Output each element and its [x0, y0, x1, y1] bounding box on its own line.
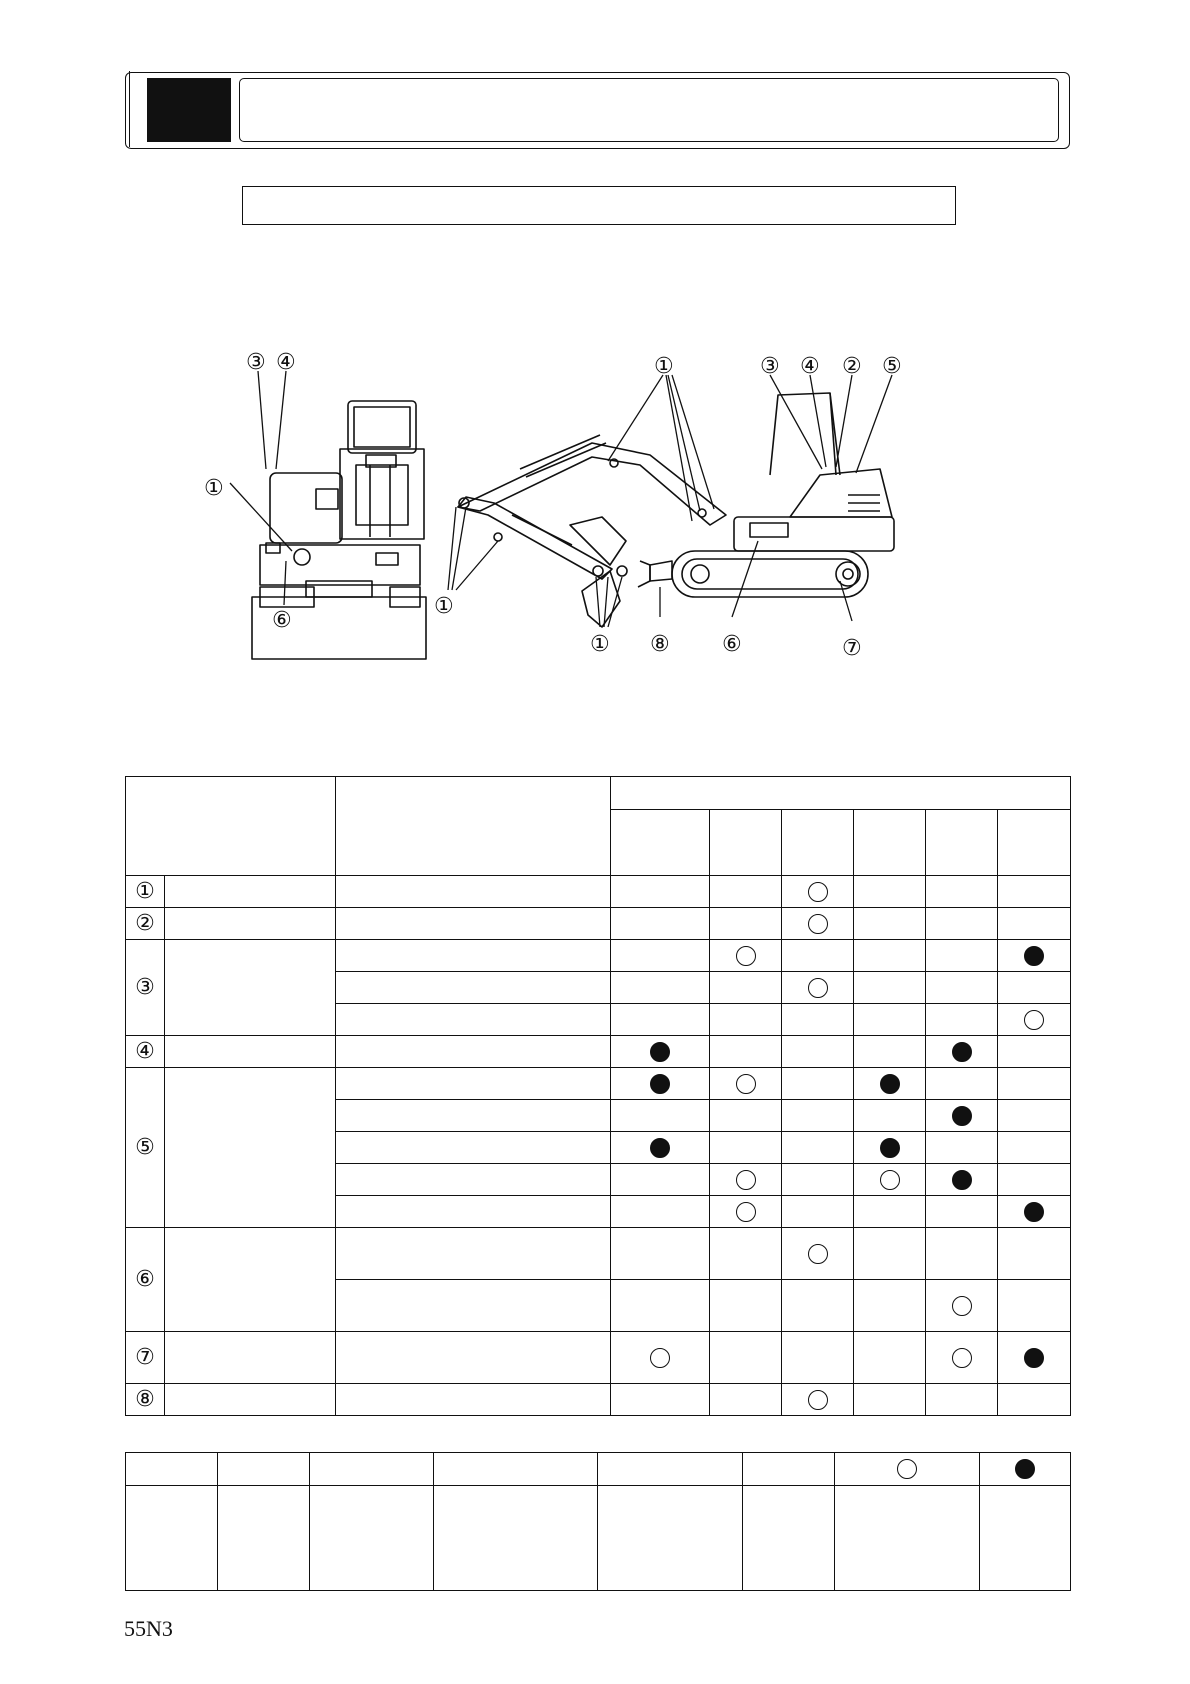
interval-cell: [998, 1004, 1071, 1036]
callout-2-side: ②: [842, 354, 862, 379]
open-circle-icon: [736, 1170, 756, 1190]
part-name-cell: [165, 940, 336, 1036]
interval-cell: [611, 972, 710, 1004]
legend-b5: [598, 1486, 743, 1591]
interval-cell: [998, 1280, 1071, 1332]
interval-cell: [611, 1196, 710, 1228]
interval-cell: [611, 1100, 710, 1132]
interval-cell: [998, 1068, 1071, 1100]
item-cell: [336, 1332, 611, 1384]
open-circle-icon: [736, 1202, 756, 1222]
interval-cell: [998, 1384, 1071, 1416]
interval-cell: [782, 1036, 854, 1068]
legend-h2: [218, 1453, 310, 1486]
interval-cell: [998, 1132, 1071, 1164]
filled-circle-icon: [650, 1138, 670, 1158]
interval-cell: [710, 1004, 782, 1036]
interval-cell: [782, 1132, 854, 1164]
inspection-table: [125, 776, 1071, 1416]
interval-cell: [611, 1384, 710, 1416]
interval-cell: [782, 1068, 854, 1100]
interval-cell: [611, 1228, 710, 1280]
header-edge: [129, 71, 144, 147]
item-cell: [336, 876, 611, 908]
subtitle-box: [242, 186, 956, 225]
open-circle-icon: [736, 1074, 756, 1094]
interval-cell: [782, 1196, 854, 1228]
interval-cell: [926, 876, 998, 908]
item-cell: [336, 1036, 611, 1068]
interval-cell: [926, 1164, 998, 1196]
interval-cell: [854, 1196, 926, 1228]
interval-cell: [926, 1132, 998, 1164]
interval-cell: [710, 1068, 782, 1100]
callout-1-bottom: ①: [590, 632, 610, 657]
interval-cell: [926, 972, 998, 1004]
callout-5-side: ⑤: [882, 354, 902, 379]
interval-cell: [926, 1228, 998, 1280]
interval-cell: [854, 876, 926, 908]
legend-h3: [310, 1453, 434, 1486]
row-number-cell: ②: [126, 908, 165, 940]
legend-b4: [434, 1486, 598, 1591]
interval-cell: [611, 876, 710, 908]
item-cell: [336, 1132, 611, 1164]
table-row: [126, 876, 1071, 908]
filled-circle-icon: [952, 1106, 972, 1126]
open-circle-icon: [650, 1348, 670, 1368]
filled-circle-icon: [1015, 1459, 1035, 1479]
part-name-cell: [165, 1228, 336, 1332]
legend-h4: [434, 1453, 598, 1486]
table-row: [126, 1384, 1071, 1416]
interval-cell: [710, 1280, 782, 1332]
interval-cell: [854, 1036, 926, 1068]
interval-cell: [710, 1132, 782, 1164]
row-number-cell: ⑥: [126, 1228, 165, 1332]
header-interval-6: [998, 810, 1071, 876]
item-cell: [336, 1004, 611, 1036]
open-circle-icon: [1024, 1010, 1044, 1030]
interval-cell: [782, 876, 854, 908]
interval-cell: [611, 1036, 710, 1068]
interval-cell: [998, 876, 1071, 908]
table-row: [126, 1068, 1071, 1100]
interval-cell: [782, 1332, 854, 1384]
legend-b8: [980, 1486, 1071, 1591]
legend-h1: [126, 1453, 218, 1486]
table-row: [126, 1228, 1071, 1280]
open-circle-icon: [952, 1296, 972, 1316]
interval-cell: [998, 972, 1071, 1004]
legend-b2: [218, 1486, 310, 1591]
open-circle-icon: [808, 978, 828, 998]
open-circle-icon: [880, 1170, 900, 1190]
callout-6-side: ⑥: [722, 632, 742, 657]
open-circle-icon: [808, 1244, 828, 1264]
interval-cell: [926, 1068, 998, 1100]
table-row: [126, 940, 1071, 972]
interval-cell: [710, 876, 782, 908]
interval-cell: [854, 1004, 926, 1036]
interval-cell: [782, 1100, 854, 1132]
legend-h6: [743, 1453, 835, 1486]
interval-cell: [611, 1332, 710, 1384]
filled-circle-icon: [880, 1138, 900, 1158]
interval-cell: [782, 1004, 854, 1036]
legend-filled-symbol-cell: [980, 1453, 1071, 1486]
interval-cell: [854, 972, 926, 1004]
table-row: [126, 1332, 1071, 1384]
legend-header-row: [126, 1453, 1071, 1486]
header-item-cell: [336, 777, 611, 876]
legend-body-row: [126, 1486, 1071, 1591]
interval-cell: [998, 908, 1071, 940]
row-number-cell: ③: [126, 940, 165, 1036]
legend-b7: [835, 1486, 980, 1591]
interval-cell: [998, 1332, 1071, 1384]
interval-cell: [611, 1004, 710, 1036]
interval-cell: [854, 1132, 926, 1164]
header-interval-group: [611, 777, 1071, 810]
excavator-diagram: [204, 350, 990, 710]
interval-cell: [998, 1196, 1071, 1228]
open-circle-icon: [808, 914, 828, 934]
interval-cell: [998, 1100, 1071, 1132]
interval-cell: [782, 1228, 854, 1280]
interval-cell: [710, 908, 782, 940]
section-title-box: [239, 78, 1059, 142]
part-name-cell: [165, 1384, 336, 1416]
filled-circle-icon: [952, 1042, 972, 1062]
filled-circle-icon: [1024, 1202, 1044, 1222]
table-row: [126, 908, 1071, 940]
open-circle-icon: [808, 882, 828, 902]
section-header: [125, 72, 1070, 149]
row-number-cell: ⑤: [126, 1068, 165, 1228]
interval-cell: [782, 1384, 854, 1416]
interval-cell: [782, 972, 854, 1004]
legend-open-symbol-cell: [835, 1453, 980, 1486]
callout-3-side: ③: [760, 354, 780, 379]
interval-cell: [926, 1036, 998, 1068]
open-circle-icon: [808, 1390, 828, 1410]
interval-cell: [611, 1164, 710, 1196]
item-cell: [336, 1196, 611, 1228]
interval-cell: [926, 1004, 998, 1036]
header-interval-4: [854, 810, 926, 876]
interval-cell: [926, 908, 998, 940]
item-cell: [336, 1228, 611, 1280]
callout-3-front: ③: [246, 350, 266, 375]
item-cell: [336, 1164, 611, 1196]
page-identifier: 55N3: [124, 1616, 173, 1641]
interval-cell: [854, 1164, 926, 1196]
interval-cell: [926, 1196, 998, 1228]
callout-4-front: ④: [276, 350, 296, 375]
interval-cell: [854, 1100, 926, 1132]
header-part-cell: [126, 777, 336, 876]
interval-cell: [611, 1068, 710, 1100]
interval-cell: [710, 972, 782, 1004]
inspection-table-body: [126, 876, 1071, 1416]
interval-cell: [926, 1332, 998, 1384]
interval-cell: [926, 940, 998, 972]
open-circle-icon: [952, 1348, 972, 1368]
row-number-cell: ⑧: [126, 1384, 165, 1416]
interval-cell: [998, 1228, 1071, 1280]
item-cell: [336, 940, 611, 972]
item-cell: [336, 972, 611, 1004]
header-interval-3: [782, 810, 854, 876]
callout-1-left: ①: [434, 594, 454, 619]
header-row-1: [126, 777, 1071, 810]
open-circle-icon: [736, 946, 756, 966]
part-name-cell: [165, 1332, 336, 1384]
legend-h5: [598, 1453, 743, 1486]
filled-circle-icon: [1024, 1348, 1044, 1368]
interval-cell: [926, 1384, 998, 1416]
item-cell: [336, 1100, 611, 1132]
legend-b3: [310, 1486, 434, 1591]
filled-circle-icon: [650, 1042, 670, 1062]
legend-b1: [126, 1486, 218, 1591]
row-number-cell: ①: [126, 876, 165, 908]
part-name-cell: [165, 876, 336, 908]
filled-circle-icon: [880, 1074, 900, 1094]
interval-cell: [998, 1164, 1071, 1196]
interval-cell: [710, 1332, 782, 1384]
item-cell: [336, 908, 611, 940]
interval-cell: [854, 908, 926, 940]
interval-cell: [710, 1100, 782, 1132]
interval-cell: [782, 1280, 854, 1332]
interval-cell: [854, 1384, 926, 1416]
interval-cell: [710, 1384, 782, 1416]
interval-cell: [782, 940, 854, 972]
interval-cell: [710, 1164, 782, 1196]
interval-cell: [710, 1228, 782, 1280]
filled-circle-icon: [650, 1074, 670, 1094]
interval-cell: [998, 940, 1071, 972]
callout-8-side: ⑧: [650, 632, 670, 657]
filled-circle-icon: [1024, 946, 1044, 966]
item-cell: [336, 1384, 611, 1416]
interval-cell: [611, 1280, 710, 1332]
part-name-cell: [165, 908, 336, 940]
interval-cell: [710, 940, 782, 972]
legend-table: [125, 1452, 1071, 1591]
callout-4-side: ④: [800, 354, 820, 379]
section-number-block: [147, 78, 231, 142]
header-interval-5: [926, 810, 998, 876]
callout-7-side: ⑦: [842, 636, 862, 661]
interval-cell: [998, 1036, 1071, 1068]
item-cell: [336, 1068, 611, 1100]
interval-cell: [611, 940, 710, 972]
row-number-cell: ⑦: [126, 1332, 165, 1384]
interval-cell: [854, 1332, 926, 1384]
open-circle-icon: [897, 1459, 917, 1479]
legend-b6: [743, 1486, 835, 1591]
interval-cell: [611, 908, 710, 940]
header-interval-1: [611, 810, 710, 876]
callout-1-front: ①: [204, 476, 224, 501]
interval-cell: [611, 1132, 710, 1164]
interval-cell: [926, 1100, 998, 1132]
interval-cell: [782, 908, 854, 940]
part-name-cell: [165, 1068, 336, 1228]
table-row: [126, 1036, 1071, 1068]
interval-cell: [782, 1164, 854, 1196]
filled-circle-icon: [952, 1170, 972, 1190]
row-number-cell: ④: [126, 1036, 165, 1068]
header-interval-2: [710, 810, 782, 876]
callout-6-front: ⑥: [272, 608, 292, 633]
interval-cell: [710, 1036, 782, 1068]
interval-cell: [854, 1280, 926, 1332]
interval-cell: [710, 1196, 782, 1228]
item-cell: [336, 1280, 611, 1332]
interval-cell: [854, 1228, 926, 1280]
interval-cell: [926, 1280, 998, 1332]
callout-1-top: ①: [654, 354, 674, 379]
interval-cell: [854, 1068, 926, 1100]
interval-cell: [854, 940, 926, 972]
part-name-cell: [165, 1036, 336, 1068]
